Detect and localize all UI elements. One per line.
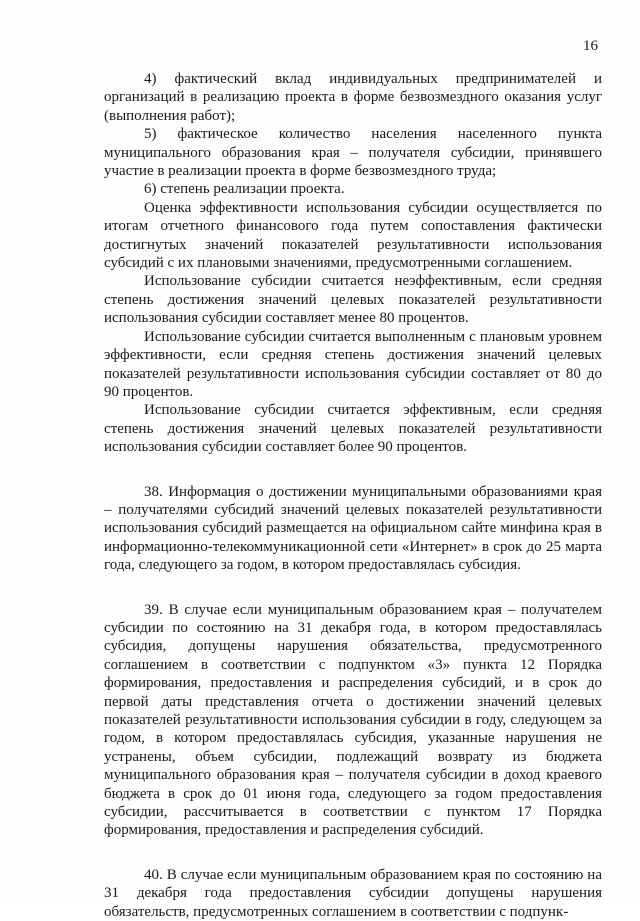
section-gap <box>104 575 602 601</box>
page-number: 16 <box>583 38 598 54</box>
paragraph-planned-level: Использование субсидии считается выполненным с плановым уровнем эффективности, если средняя степень достижения значений целевых показателей результативности использования субсидии составляет от 80 до 90 процентов. <box>104 328 602 400</box>
paragraph-40: 40. В случае если муниципальным образованием края по состоянию на 31 декабря года предоставления субсидии допущены нарушения обязательств, предусмотренных соглашением в соответствии с подпунк- <box>104 866 602 920</box>
paragraph-efficient: Использование субсидии считается эффективным, если средняя степень достижения значений целевых показателей результативности использования субсидии составляет более 90 процентов. <box>104 402 602 456</box>
paragraph-item-4: 4) фактический вклад индивидуальных предпринимателей и организаций в реализацию проекта в форме безвозмездного оказания услуг (выполнения работ); <box>104 71 602 124</box>
paragraph-efficiency-assessment: Оценка эффективности использования субсидии осуществляется по итогам отчетного финансового года путем сопоставления фактически достигнутых значений показателей результативности использования субсидий с их плановыми значениями, предусмотренными соглашением. <box>104 199 602 272</box>
paragraph-39: 39. В случае если муниципальным образованием края – получателем субсидии по состоянию на 31 декабря года, в котором предоставлялась субсидия, допущены нарушения обязательства, предусмотренного соглашением в соответствии с подпунктом «3» пункта 12 Порядка формирования, предоставления и распределения субсидий, и в срок до первой даты представления отчета о достижении значений целевых показателей результативности использования субсидии в году, следующем за годом, в котором предоставлялась субсидия, указанные нарушения не устранены, объем субсидии, подлежащий возврату из бюджета муниципального образования края – получателя субсидии в доход краевого бюджета в срок до 01 июня года, следующего за годом предоставления субсидии, рассчитывается в соответствии с пунктом 17 Порядка формирования, предоставления и распределения субсидий. <box>104 601 602 839</box>
section-gap <box>104 457 602 483</box>
paragraph-inefficient: Использование субсидии считается неэффективным, если средняя степень достижения значений целевых показателей результативности использования субсидии составляет менее 80 процентов. <box>104 273 602 327</box>
paragraph-item-6: 6) степень реализации проекта. <box>144 181 345 198</box>
paragraph-item-5: 5) фактическое количество населения населенного пункта муниципального образования края – получателя субсидии, принявшего участие в реализации проекта в форме безвозмездного труда; <box>104 126 602 180</box>
document-body <box>104 70 602 921</box>
section-gap <box>104 840 602 866</box>
paragraph-38: 38. Информация о достижении муниципальными образованиями края – получателями субсидий значений целевых показателей результативности использования субсидий размещается на официальном сайте минфина края в информационно-телекоммуникационной сети «Интернет» в срок до 25 марта года, следующего за годом, в котором предоставлялась субсидия. <box>104 483 602 574</box>
